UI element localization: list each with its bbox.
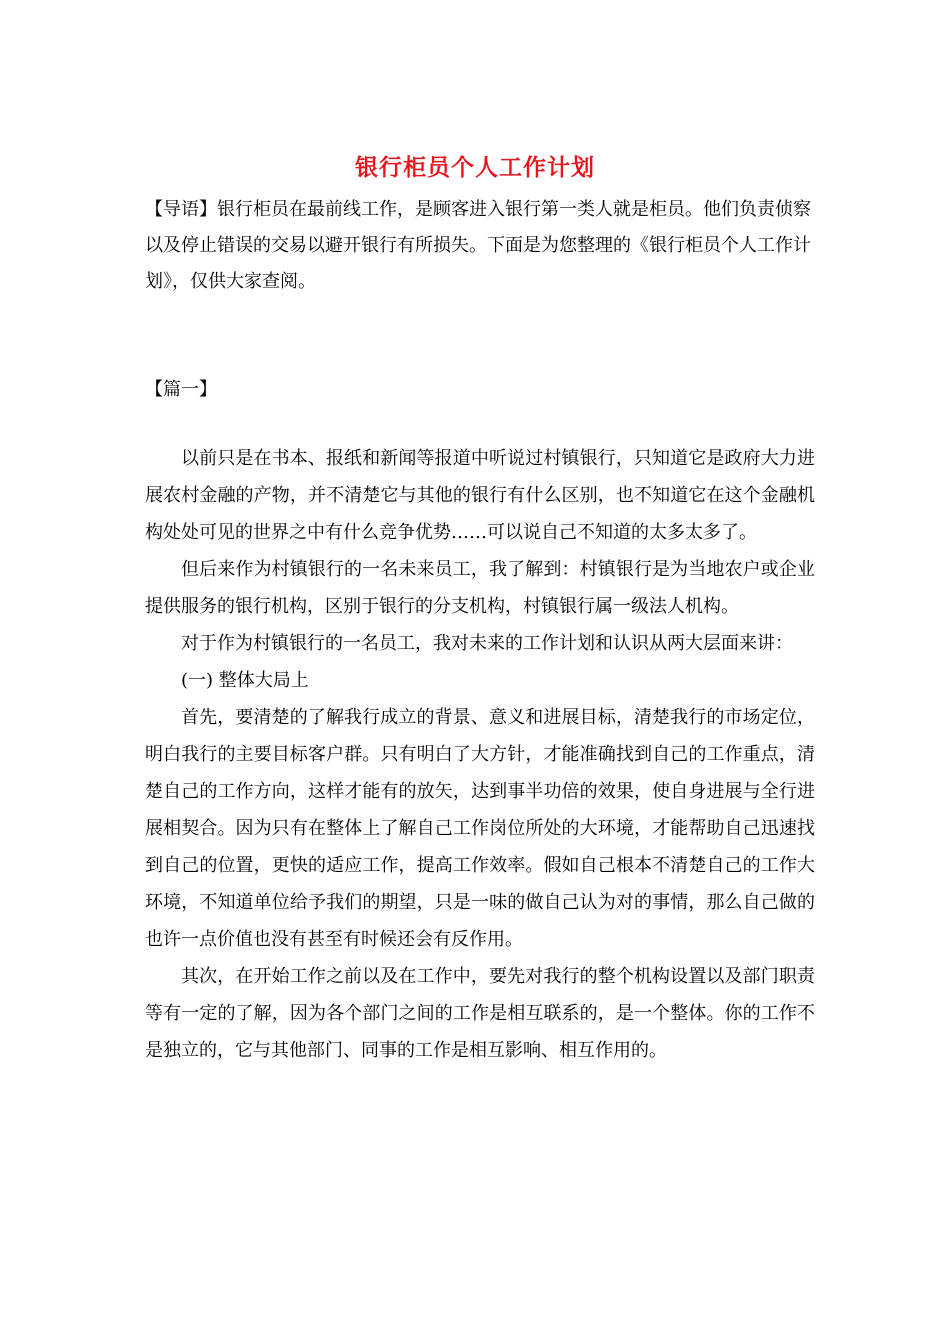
document-body <box>145 440 815 1069</box>
body-paragraph: 但后来作为村镇银行的一名未来员工，我了解到：村镇银行是为当地农户或企业提供服务的银行机构，区别于银行的分支机构，村镇银行属一级法人机构。 <box>145 559 815 617</box>
subheading: (一) 整体大局上 <box>181 670 309 691</box>
document-title: 银行柜员个人工作计划 <box>355 154 595 181</box>
body-paragraph: 以前只是在书本、报纸和新闻等报道中听说过村镇银行，只知道它是政府大力进展农村金融的产物，并不清楚它与其他的银行有什么区别，也不知道它在这个金融机构处处可见的世界之中有什么竞争优势……可以说自己不知道的太多太多了。 <box>145 448 815 543</box>
section-label: 【篇一】 <box>145 379 217 400</box>
body-paragraph: 对于作为村镇银行的一名员工，我对未来的工作计划和认识从两大层面来讲： <box>181 633 793 654</box>
body-paragraph: 其次，在开始工作之前以及在工作中，要先对我行的整个机构设置以及部门职责等有一定的了解，因为各个部门之间的工作是相互联系的，是一个整体。你的工作不是独立的，它与其他部门、同事的工作是相互影响、相互作用的。 <box>145 966 815 1061</box>
body-paragraph: 首先，要清楚的了解我行成立的背景、意义和进展目标，清楚我行的市场定位，明白我行的主要目标客户群。只有明白了大方针，才能准确找到自己的工作重点，清楚自己的工作方向，这样才能有的放矢，达到事半功倍的效果，使自身进展与全行进展相契合。因为只有在整体上了解自己工作岗位所处的大环境，才能帮助自己迅速找到自己的位置，更快的适应工作，提高工作效率。假如自己根本不清楚自己的工作大环境，不知道单位给予我们的期望，只是一味的做自己认为对的事情，那么自己做的也许一点价值也没有甚至有时候还会有反作用。 <box>145 707 815 950</box>
intro-paragraph: 【导语】银行柜员在最前线工作，是顾客进入银行第一类人就是柜员。他们负责侦察以及停止错误的交易以避开银行有所损失。下面是为您整理的《银行柜员个人工作计划》，仅供大家查阅。 <box>145 199 811 292</box>
